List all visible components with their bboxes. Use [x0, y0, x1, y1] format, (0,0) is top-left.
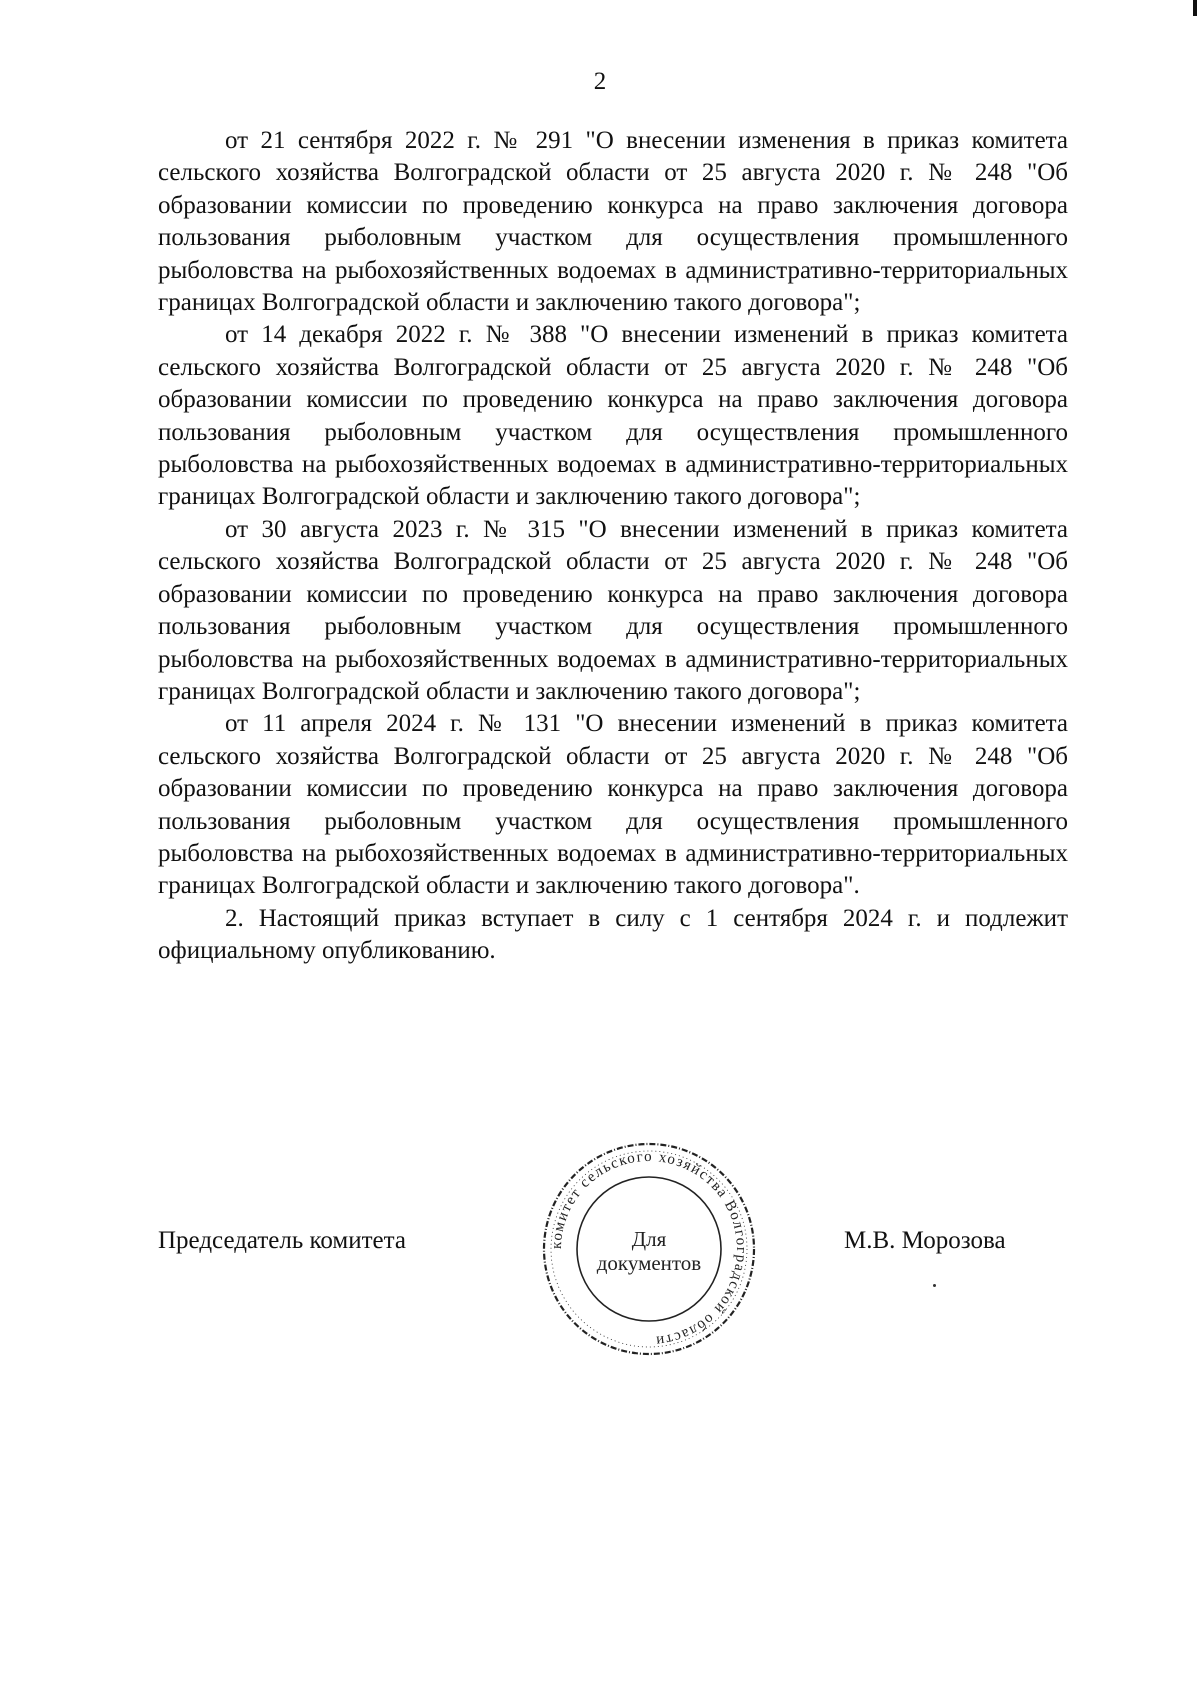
page-number: 2 — [593, 68, 607, 95]
stamp-center-line-1: Для — [631, 1227, 667, 1251]
stamp-center-line-2: документов — [596, 1251, 702, 1275]
paragraph-effective-date: 2. Настоящий приказ вступает в силу с 1 сентября 2024 г. и подлежит официальному опубликованию. — [158, 904, 1068, 965]
paragraph-amendment-2024-04: от 11 апреля 2024 г. № 131 "О внесении изменений в приказ комитета сельского хозяйства Волгоградской области от 25 августа 2020 г. № 248 "Об образовании комиссии по проведению конкурса на право заключения договора пользования рыболовным участком для осуществления промышленного рыболовства на рыбохозяйственных водоемах в административно-территориальных границах Волгоградской области и заключению такого договора". — [158, 710, 1068, 900]
paragraph-amendment-2022-09: от 21 сентября 2022 г. № 291 "О внесении изменения в приказ комитета сельского хозяйства Волгоградской области от 25 августа 2020 г. № 248 "Об образовании комиссии по проведению конкурса на право заключения договора пользования рыболовным участком для осуществления промышленного рыболовства на рыбохозяйственных водоемах в административно-территориальных границах Волгоградской области и заключению такого договора"; — [158, 127, 1068, 317]
signatory-position: Председатель комитета — [158, 1227, 406, 1254]
ink-dot — [933, 1284, 936, 1287]
paragraph-amendment-2022-12: от 14 декабря 2022 г. № 388 "О внесении изменений в приказ комитета сельского хозяйства Волгоградской области от 25 августа 2020 г. № 248 "Об образовании комиссии по проведению конкурса на право заключения договора пользования рыболовным участком для осуществления промышленного рыболовства на рыбохозяйственных водоемах в административно-территориальных границах Волгоградской области и заключению такого договора"; — [158, 321, 1068, 511]
official-stamp-icon — [538, 1138, 760, 1360]
scan-edge-mark — [1193, 0, 1197, 16]
signatory-name: М.В. Морозова — [844, 1227, 1006, 1254]
document-body — [158, 125, 1068, 968]
paragraph-amendment-2023-08: от 30 августа 2023 г. № 315 "О внесении изменений в приказ комитета сельского хозяйства Волгоградской области от 25 августа 2020 г. № 248 "Об образовании комиссии по проведению конкурса на право заключения договора пользования рыболовным участком для осуществления промышленного рыболовства на рыбохозяйственных водоемах в административно-территориальных границах Волгоградской области и заключению такого договора"; — [158, 515, 1068, 705]
stamp-ring-text: комитет сельского хозяйства Волгоградской области — [548, 1148, 750, 1349]
